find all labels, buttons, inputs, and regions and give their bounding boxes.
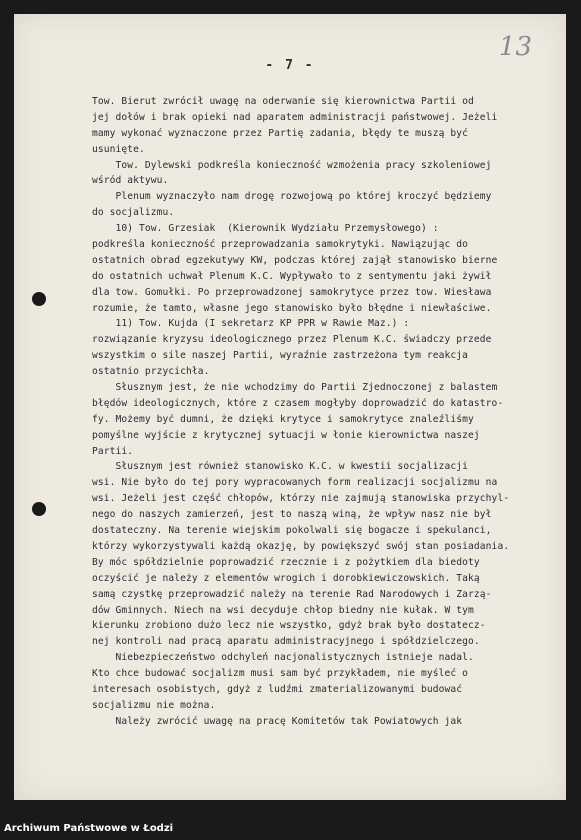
text-line: samą czystkę przeprowadzić należy na terenie Rad Narodowych i Zarzą-	[92, 588, 492, 600]
punch-hole	[32, 292, 46, 306]
text-line: do socjalizmu.	[92, 207, 175, 219]
text-line: Partii.	[92, 445, 134, 457]
text-line: Słusznym jest, że nie wchodzimy do Partii Zjednoczonej z balastem	[92, 382, 498, 394]
document-page	[14, 14, 566, 800]
text-line: wszystkim o sile naszej Partii, wyraźnie zastrzeżona tym reakcja	[92, 350, 469, 362]
text-line: Tow. Dylewski podkreśla konieczność wzmożenia pracy szkoleniowej	[92, 159, 492, 171]
text-line: dów Gminnych. Niech na wsi decyduje chłop biedny nie kułak. W tym	[92, 604, 474, 616]
text-line: interesach osobistych, gdyż z ludźmi zmaterializowanymi budować	[92, 683, 463, 695]
text-line: socjalizmu nie można.	[92, 699, 216, 711]
text-line: By móc spółdzielnie poprowadzić rzecznie i z pożytkiem dla biedoty	[92, 556, 480, 568]
text-line: którzy wykorzystywali każdą okazję, by powiększyć swój stan posiadania.	[92, 540, 510, 552]
text-line: rozwiązanie kryzysu ideologicznego przez Plenum K.C. świadczy przede	[92, 334, 492, 346]
text-line: dostateczny. Na terenie wiejskim pokolwali się bogacze i spekulanci,	[92, 525, 492, 537]
text-line: wsi. Jeżeli jest część chłopów, którzy nie zajmują stanowiska przychyl-	[92, 493, 510, 505]
archive-label: Archiwum Państwowe w Łodzi	[4, 823, 174, 834]
punch-hole	[32, 502, 46, 516]
page-number: - 7 -	[265, 58, 315, 73]
text-line: pomyślne wyjście z krytycznej sytuacji w łonie kierownictwa naszej	[92, 429, 480, 441]
text-line: 10) Tow. Grzesiak (Kierownik Wydziału Przemysłowego) :	[92, 223, 439, 235]
text-line: wsi. Nie było do tej pory wypracowanych form realizacji socjalizmu na	[92, 477, 498, 489]
text-line: 11) Tow. Kujda (I sekretarz KP PPR w Rawie Maz.) :	[92, 318, 410, 330]
text-line: Kto chce budować socjalizm musi sam być przykładem, nie myśleć o	[92, 668, 469, 680]
text-line: oczyścić je należy z elementów wrogich i dorobkiewiczowskich. Taką	[92, 572, 480, 584]
text-line: podkreśla konieczność przeprowadzania samokrytyki. Nawiązując do	[92, 239, 469, 251]
text-line: rozumie, że tamto, własne jego stanowisko było błędne i niewłaściwe.	[92, 302, 492, 314]
text-line: Plenum wyznaczyło nam drogę rozwojową po której kroczyć będziemy	[92, 191, 492, 203]
text-line: Należy zwrócić uwagę na pracę Komitetów tak Powiatowych jak	[92, 715, 463, 727]
text-line: Tow. Bierut zwrócił uwagę na oderwanie się kierownictwa Partii od	[92, 96, 474, 107]
document-text	[92, 94, 544, 730]
footer-bar	[0, 800, 581, 840]
text-line: fy. Możemy być dumni, że dzięki krytyce i samokrytyce znaleźliśmy	[92, 413, 474, 425]
text-line: dla tow. Gomułki. Po przeprowadzonej samokrytyce przez tow. Wiesława	[92, 286, 492, 298]
text-line: nej kontroli nad pracą aparatu administracyjnego i spółdzielczego.	[92, 636, 480, 648]
text-line: do ostatnich uchwał Plenum K.C. Wypływało to z sentymentu jaki żywił	[92, 270, 492, 282]
text-line: ostatnich obrad egzekutywy KW, podczas której zajął stanowisko bierne	[92, 254, 498, 266]
text-line: jej dołów i brak opieki nad aparatem administracji państwowej. Jeżeli	[92, 111, 498, 123]
text-line: Niebezpieczeństwo odchyleń nacjonalistycznych istnieje nadal.	[92, 652, 474, 664]
text-line: ostatnio przycichła.	[92, 366, 210, 378]
text-line: usunięte.	[92, 143, 145, 155]
text-line: mamy wykonać wyznaczone przez Partię zadania, błędy te muszą być	[92, 127, 469, 139]
text-line: kierunku zrobiono dużo lecz nie wszystko, gdyż brak było dostatecz-	[92, 620, 486, 632]
text-line: wśród aktywu.	[92, 175, 169, 187]
text-line: nego do naszych zamierzeń, jest to naszą winą, że wpływ nasz nie był	[92, 509, 492, 521]
text-line: Słusznym jest również stanowisko K.C. w kwestii socjalizacji	[92, 461, 469, 473]
archive-number: 13	[498, 32, 532, 62]
text-line: błędów ideologicznych, które z czasem mogłyby doprowadzić do katastro-	[92, 397, 504, 409]
